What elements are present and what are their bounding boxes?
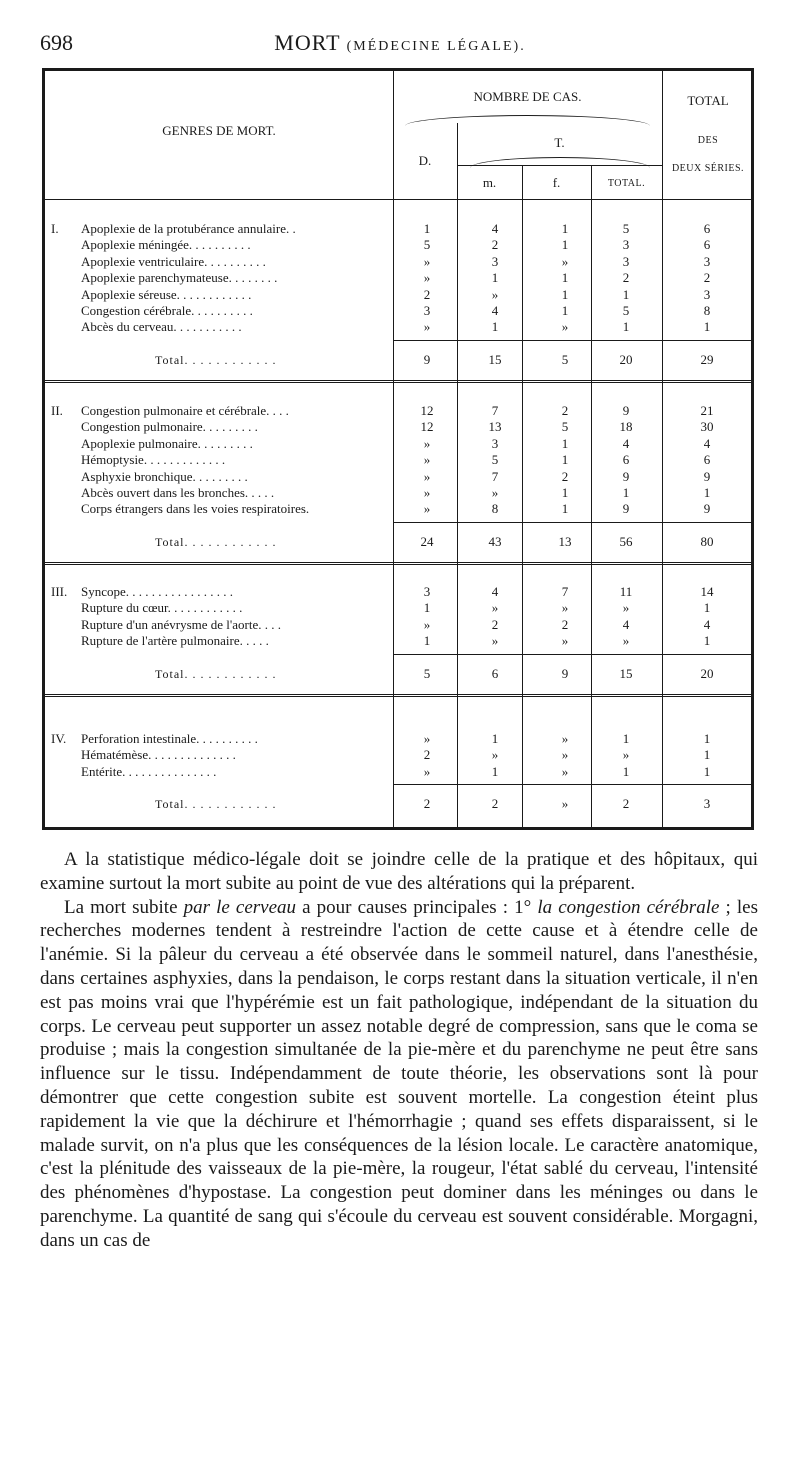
statistics-table — [42, 68, 754, 830]
cell-d: 5 — [423, 237, 431, 253]
table-row — [45, 584, 751, 600]
cell-f: 7 — [561, 584, 569, 599]
cell-d: » — [423, 435, 431, 451]
row-label — [51, 501, 381, 517]
row-label — [51, 600, 381, 616]
header-total-series: DES — [697, 135, 719, 146]
cell-gt: 30 — [700, 419, 714, 435]
total-label: Total. . . . . . . . . . . . — [155, 797, 277, 812]
table-row — [45, 303, 751, 319]
total-row — [45, 666, 751, 682]
row-label — [51, 237, 381, 253]
cell-gt: 4 — [703, 616, 711, 632]
table-row — [45, 633, 751, 649]
cell-m: » — [491, 485, 499, 500]
total-d: 24 — [420, 533, 434, 549]
row-label-text: Syncope. . . . . . . . . . . . . . . . . — [81, 584, 234, 599]
cell-t: 1 — [622, 763, 630, 779]
cell-gt: 14 — [700, 584, 714, 599]
cell-t: 2 — [622, 270, 630, 286]
running-title-main: MORT — [274, 30, 341, 55]
table-row — [45, 452, 751, 468]
table-row — [45, 600, 751, 616]
table-row — [45, 747, 751, 763]
cell-d: » — [423, 468, 431, 484]
total-f: 5 — [561, 351, 569, 367]
cell-m: 7 — [491, 403, 499, 418]
row-label — [51, 254, 381, 270]
group-numeral: I. — [51, 221, 59, 236]
header-m: m. — [482, 175, 497, 190]
total-rule — [393, 340, 751, 341]
cell-f: 1 — [561, 221, 569, 236]
cell-f: 1 — [561, 237, 569, 253]
cell-gt: 1 — [703, 763, 711, 779]
row-label — [51, 584, 381, 600]
cell-d: » — [423, 270, 431, 286]
total-gt: 80 — [700, 533, 714, 549]
total-rule — [393, 654, 751, 655]
row-label-text: Apoplexie de la protubérance annulaire. . — [81, 221, 296, 236]
cell-d: » — [423, 485, 431, 500]
cell-m: 3 — [491, 435, 499, 451]
cell-d: 1 — [423, 600, 431, 616]
cell-t: 1 — [622, 485, 630, 500]
cell-d: » — [423, 452, 431, 468]
group-numeral: II. — [51, 403, 63, 418]
cell-t: 5 — [622, 303, 630, 318]
cell-m: » — [491, 747, 499, 763]
paragraph-emphasis: par le cerveau — [183, 896, 297, 918]
total-m: 2 — [491, 796, 499, 812]
cell-t: 3 — [622, 237, 630, 253]
cell-d: » — [423, 319, 431, 335]
table-row — [45, 270, 751, 286]
total-label: Total. . . . . . . . . . . . — [155, 534, 277, 549]
row-label — [51, 747, 381, 763]
total-row — [45, 796, 751, 812]
cell-t: 9 — [622, 468, 630, 484]
row-label-text: Apoplexie pulmonaire. . . . . . . . . — [81, 435, 253, 451]
row-label — [51, 485, 381, 501]
paragraph-emphasis: la congestion cérébrale — [537, 896, 720, 918]
cell-gt: 9 — [703, 501, 711, 517]
body-text — [40, 848, 758, 1253]
cell-gt: 6 — [703, 452, 711, 468]
row-label-text: Apoplexie parenchymateuse. . . . . . . . — [81, 270, 278, 286]
group-numeral: III. — [51, 584, 68, 599]
cell-f: 1 — [561, 286, 569, 302]
total-d: 5 — [423, 665, 431, 681]
table-row — [45, 221, 751, 237]
cell-f: » — [561, 763, 569, 779]
group-separator — [45, 694, 751, 700]
total-row — [45, 352, 751, 368]
cell-gt: 4 — [703, 435, 711, 451]
group-separator — [45, 380, 751, 386]
total-f: 13 — [558, 533, 572, 549]
group-separator — [45, 562, 751, 568]
header-total-series: DEUX SÉRIES. — [671, 163, 745, 174]
total-label: Total. . . . . . . . . . . . — [155, 352, 277, 367]
cell-m: 4 — [491, 584, 499, 599]
header-nombre: NOMBRE DE CAS. — [473, 89, 582, 104]
row-label — [51, 617, 381, 633]
cell-d: 1 — [423, 221, 431, 236]
cell-t: » — [622, 747, 630, 763]
cell-f: 1 — [561, 501, 569, 517]
header-total: TOTAL. — [607, 178, 646, 189]
cell-m: » — [491, 286, 499, 302]
header-t: T. — [554, 135, 565, 150]
cell-f: » — [561, 319, 569, 335]
cell-t: 1 — [622, 731, 630, 746]
total-m: 15 — [488, 351, 502, 367]
cell-m: 1 — [491, 731, 499, 746]
cell-f: » — [561, 633, 569, 649]
row-label — [51, 764, 381, 780]
cell-m: 5 — [491, 452, 499, 468]
row-label — [51, 303, 381, 319]
total-gt: 20 — [700, 665, 714, 681]
cell-t: 18 — [619, 419, 633, 435]
cell-f: 2 — [561, 403, 569, 418]
table-row — [45, 237, 751, 253]
row-label-text: Abcès ouvert dans les bronches. . . . . — [81, 485, 275, 500]
paragraph-text: ; les recherches modernes tendent à restreindre l'action de cette cause et à étendre celle de l'anémie. Si la pâleur du cerveau a été observée dans le sommeil naturel, dans l'anesthésie, dans certaines asphyxies, dans la pendaison, le corps restant dans la situation verticale, il n'en est pas moins vrai que l'hypérémie est un fait pathologique, indépendant de la situation du corps. Le cerveau peut supporter un assez notable degré de compression, sans que le coma se produise ; mais la congestion simultanée de la pie-mère et du parenchyme ne peut être sans influence sur le tissu. Indépendamment de toute théorie, les observations sont là pour démontrer que cette congestion subite est souvent mortelle. La congestion éteint plus rapidement la vie que la déchirure et l'hémorrhagie ; quand ses effets disparaissent, si le malade survit, on n'a plus que les conséquences de la lésion locale. Le caractère anatomique, c'est la plénitude des vaisseaux de la pie-mère, la rougeur, l'état sablé du cerveau, l'intensité des phénomènes d'hypostase. La congestion peut dominer dans les méninges ou dans le parenchyme. La quantité de sang qui s'écoule du cerveau est souvent considérable. Morgagni, dans un cas de — [40, 896, 758, 1251]
cell-gt: 3 — [703, 253, 711, 269]
page-number: 698 — [40, 30, 73, 55]
cell-m: 2 — [491, 237, 499, 253]
row-label-text: Abcès du cerveau. . . . . . . . . . . — [81, 319, 242, 335]
total-label: Total. . . . . . . . . . . . — [155, 666, 277, 681]
cell-gt: 1 — [703, 747, 711, 763]
cell-t: 1 — [622, 286, 630, 302]
paragraph-text: a pour causes principales : 1° — [296, 896, 538, 918]
row-label-text: Perforation intestinale. . . . . . . . . . — [81, 731, 258, 746]
cell-t: » — [622, 633, 630, 649]
row-label-text: Hématémèse. . . . . . . . . . . . . . — [81, 747, 236, 763]
total-m: 43 — [488, 533, 502, 549]
table-row — [45, 764, 751, 780]
row-label — [51, 452, 381, 468]
row-label-text: Rupture d'un anévrysme de l'aorte. . . . — [81, 616, 281, 632]
cell-f: 1 — [561, 435, 569, 451]
cell-m: » — [491, 600, 499, 616]
cell-gt: 3 — [703, 286, 711, 302]
cell-d: 1 — [423, 633, 431, 649]
cell-d: » — [423, 731, 431, 746]
cell-t: 6 — [622, 452, 630, 468]
cell-d: 2 — [423, 747, 431, 763]
cell-f: 1 — [561, 485, 569, 500]
table-row — [45, 287, 751, 303]
row-label-text: Congestion pulmonaire et cérébrale. . . . — [81, 403, 289, 418]
total-rule — [393, 522, 751, 523]
table-row — [45, 485, 751, 501]
table-row — [45, 469, 751, 485]
row-label — [51, 436, 381, 452]
cell-f: 1 — [561, 452, 569, 468]
cell-gt: 1 — [703, 633, 711, 649]
total-f: » — [561, 796, 569, 812]
header-total-series: TOTAL — [687, 93, 729, 108]
row-label-text: Rupture de l'artère pulmonaire. . . . . — [81, 633, 269, 649]
cell-d: » — [423, 616, 431, 632]
cell-gt: 9 — [703, 468, 711, 484]
row-label-text: Apoplexie séreuse. . . . . . . . . . . . — [81, 286, 252, 302]
cell-f: 5 — [561, 419, 569, 435]
cell-d: » — [423, 763, 431, 779]
cell-gt: 2 — [703, 270, 711, 286]
header-f: f. — [552, 175, 561, 190]
row-label — [51, 403, 381, 419]
cell-gt: 1 — [703, 319, 711, 335]
cell-t: 11 — [619, 584, 633, 599]
cell-f: 1 — [561, 303, 569, 318]
header-brace — [405, 115, 650, 126]
row-label-text: Congestion pulmonaire. . . . . . . . . — [81, 419, 258, 435]
cell-d: » — [423, 501, 431, 517]
row-label — [51, 419, 381, 435]
cell-m: 4 — [491, 221, 499, 236]
paragraph — [40, 896, 758, 1253]
cell-gt: 6 — [703, 221, 711, 236]
row-label-text: Corps étrangers dans les voies respiratoires. — [81, 501, 310, 517]
table-row — [45, 319, 751, 335]
table-row — [45, 403, 751, 419]
cell-m: 7 — [491, 468, 499, 484]
cell-gt: 1 — [703, 731, 711, 746]
total-t: 20 — [619, 351, 633, 367]
table-row — [45, 254, 751, 270]
cell-gt: 8 — [703, 303, 711, 318]
cell-f: » — [561, 253, 569, 269]
table-row — [45, 501, 751, 517]
row-label-text: Entérite. . . . . . . . . . . . . . . — [81, 763, 217, 779]
paragraph-text: La mort subite — [64, 896, 184, 918]
table-row — [45, 419, 751, 435]
row-label-text: Asphyxie bronchique. . . . . . . . . — [81, 468, 248, 484]
running-title — [40, 30, 760, 56]
total-f: 9 — [561, 665, 569, 681]
cell-t: 9 — [622, 403, 630, 418]
cell-gt: 6 — [703, 237, 711, 253]
total-gt: 29 — [700, 351, 714, 367]
cell-m: 1 — [491, 319, 499, 335]
header-brace — [470, 157, 650, 168]
row-label — [51, 287, 381, 303]
table-row — [45, 436, 751, 452]
row-label — [51, 469, 381, 485]
cell-m: 8 — [491, 501, 499, 517]
row-label-text: Hémoptysie. . . . . . . . . . . . . — [81, 452, 226, 468]
table-row — [45, 617, 751, 633]
table-row — [45, 731, 751, 747]
cell-d: 3 — [423, 303, 431, 318]
cell-d: 2 — [423, 286, 431, 302]
total-t: 56 — [619, 533, 633, 549]
cell-m: 1 — [491, 763, 499, 779]
cell-m: » — [491, 633, 499, 649]
total-d: 9 — [423, 351, 431, 367]
cell-gt: 21 — [700, 403, 714, 418]
cell-f: 2 — [561, 468, 569, 484]
row-label-text: Congestion cérébrale. . . . . . . . . . — [81, 303, 253, 318]
cell-m: 4 — [491, 303, 499, 318]
row-label-text: Apoplexie ventriculaire. . . . . . . . . . — [81, 253, 266, 269]
cell-gt: 1 — [703, 485, 711, 500]
row-label — [51, 633, 381, 649]
row-label — [51, 319, 381, 335]
cell-f: » — [561, 747, 569, 763]
total-m: 6 — [491, 665, 499, 681]
row-label — [51, 221, 381, 237]
total-t: 2 — [622, 796, 630, 812]
cell-m: 3 — [491, 253, 499, 269]
cell-d: 12 — [420, 403, 434, 418]
cell-m: 2 — [491, 616, 499, 632]
cell-f: » — [561, 731, 569, 746]
total-t: 15 — [619, 665, 633, 681]
running-head — [40, 28, 760, 58]
cell-t: 9 — [622, 501, 630, 517]
cell-m: 1 — [491, 270, 499, 286]
cell-m: 13 — [488, 419, 502, 435]
total-rule — [393, 784, 751, 785]
total-d: 2 — [423, 796, 431, 812]
cell-f: 1 — [561, 270, 569, 286]
cell-d: 12 — [420, 419, 434, 435]
header-d: D. — [418, 153, 432, 168]
total-row — [45, 534, 751, 550]
row-label-text: Apoplexie méningée. . . . . . . . . . — [81, 237, 251, 253]
paragraph: A la statistique médico-légale doit se joindre celle de la pratique et des hôpitaux, qui examine surtout la mort subite au point de vue des altérations qui la préparent. — [40, 849, 758, 894]
group-numeral: IV. — [51, 731, 67, 746]
cell-d: » — [423, 253, 431, 269]
cell-t: 5 — [622, 221, 630, 236]
running-title-sub: (MÉDECINE LÉGALE). — [346, 39, 526, 54]
cell-f: » — [561, 600, 569, 616]
header-bottom-rule — [45, 199, 751, 200]
cell-t: 4 — [622, 616, 630, 632]
header-genres: GENRES DE MORT. — [162, 123, 276, 138]
cell-t: 1 — [622, 319, 630, 335]
row-label — [51, 270, 381, 286]
cell-t: » — [622, 600, 630, 616]
total-gt: 3 — [703, 796, 711, 812]
row-label — [51, 731, 381, 747]
cell-d: 3 — [423, 584, 431, 599]
cell-t: 4 — [622, 435, 630, 451]
cell-t: 3 — [622, 253, 630, 269]
cell-gt: 1 — [703, 600, 711, 616]
cell-f: 2 — [561, 616, 569, 632]
row-label-text: Rupture du cœur. . . . . . . . . . . . — [81, 600, 243, 616]
